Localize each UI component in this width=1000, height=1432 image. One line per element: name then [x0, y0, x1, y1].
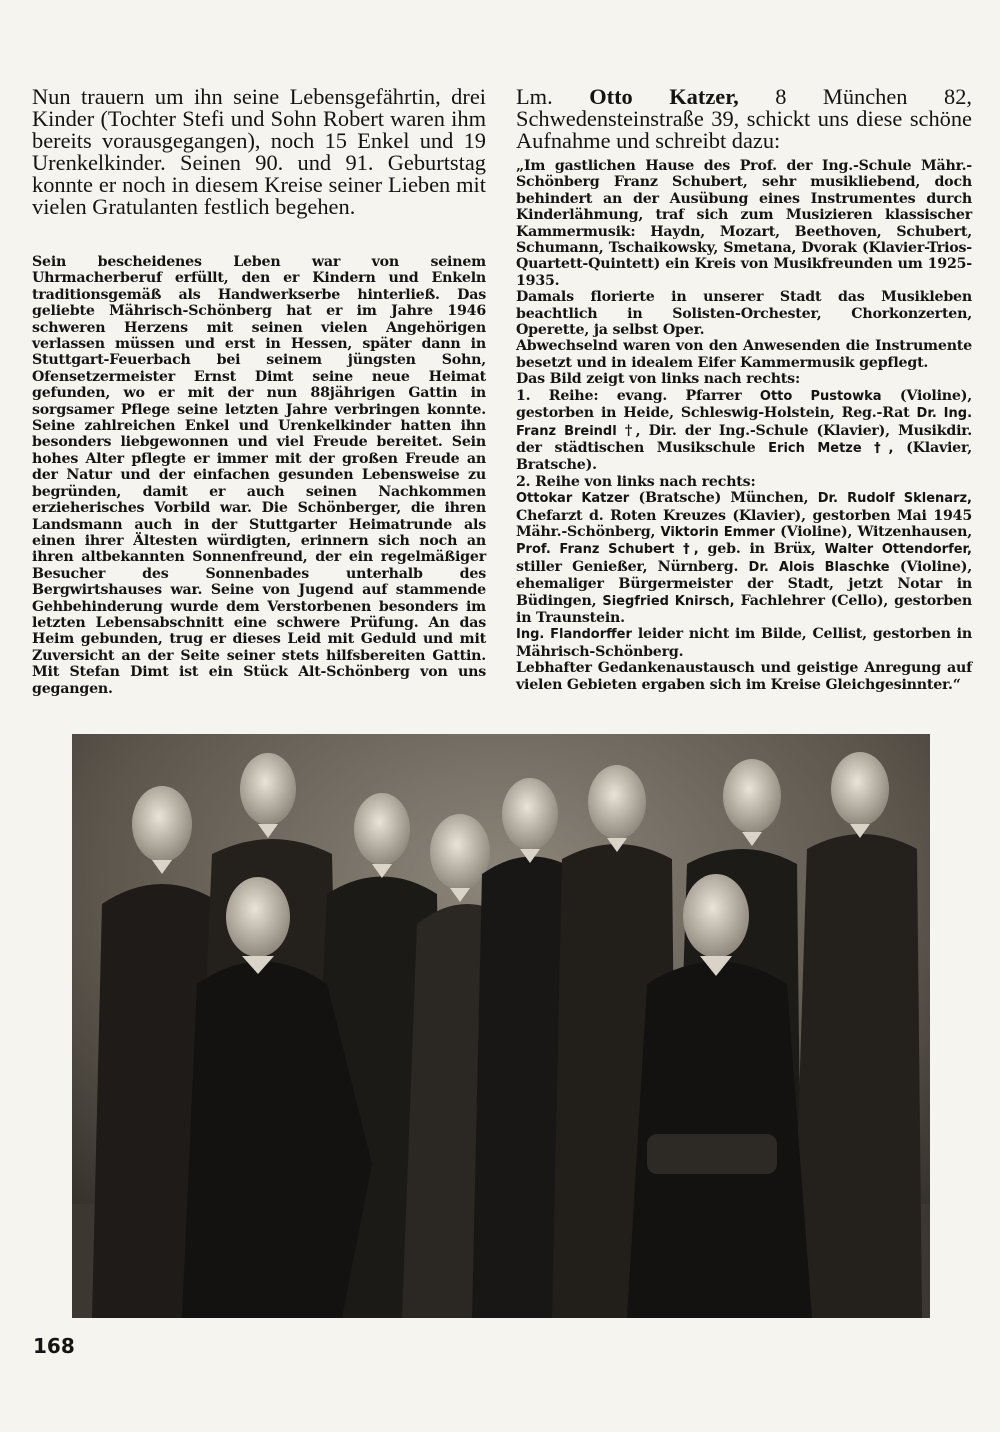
person-name: Ing. Flandorffer [516, 627, 632, 643]
person-name: Walter Ottendorfer, [824, 542, 972, 558]
caption-text: 1. Reihe: evang. Pfarrer [516, 387, 760, 404]
quote-paragraph: Abwechselnd waren von den Anwesenden die Instrumente besetzt und in idealem Eifer Kammermusik gepflegt. [516, 338, 972, 371]
right-column [516, 86, 972, 693]
left-column [32, 86, 486, 697]
caption-row-1 [516, 388, 972, 474]
caption-row-2 [516, 490, 972, 626]
caption-text: geb. in Brüx, [698, 541, 825, 558]
caption-row-3 [516, 626, 972, 660]
caption-text: leider nicht im Bilde, Cellist, gestorben in Mährisch-Schönberg. [516, 626, 972, 660]
person-name: Dr. Ing. Franz Breindl [516, 406, 973, 439]
quote-paragraph: Damals florierte in unserer Stadt das Musikleben beachtlich in Solisten-Orchester, Chorkonzerten, Operette, ja selbst Oper. [516, 289, 972, 339]
caption-row-2-heading: 2. Reihe von links nach rechts: [516, 473, 756, 490]
photo-submission-lead [516, 86, 972, 152]
caption-text: Fachlehrer (Cello), gestorben in Traunstein. [516, 592, 972, 626]
letter-quote [516, 158, 972, 693]
caption-text: †, Dir. der Ing.-Schule (Klavier), Musikdir. der städtischen Musikschule [516, 422, 972, 456]
caption-text: (Violine), Witzenhausen, [774, 523, 972, 540]
person-name: Ottokar Katzer [516, 491, 630, 507]
lead-prefix: Lm. [516, 84, 590, 109]
photo-illustration [72, 734, 930, 1318]
quote-paragraph: „Im gastlichen Hause des Prof. der Ing.-Schule Mähr.-Schönberg Franz Schubert, sehr musikliebend, doch behindert an der Ausübung eines Instrumentes durch Kinderlähmung, traf sich zum Musizieren klassischer Kammermusik: Haydn, Mozart, Beethoven, Schubert, Schumann, Tschaikowsky, Smetana, Dvorak (Klavier-Trios-Quartett-Quintett) ein Kreis von Musikfreunden um 1925-1935. [516, 158, 972, 289]
caption-text: (Violine), gestorben in Heide, Schleswig-Holstein, Reg.-Rat [516, 387, 973, 422]
person-name: Siegfried Knirsch, [602, 593, 735, 609]
person-name: Erich Metze †, [768, 440, 894, 456]
person-name: Viktorin Emmer [660, 524, 775, 540]
person-name: Dr. Rudolf Sklenarz, [817, 491, 972, 507]
caption-text: Chefarzt d. Roten Kreuzes (Klavier), gestorben Mai 1945 Mähr.-Schönberg, [516, 507, 972, 540]
quote-paragraph: Das Bild zeigt von links nach rechts: [516, 371, 800, 388]
obituary-body-paragraph: Sein bescheidenes Leben war von seinem Uhrmacherberuf erfüllt, den er Kindern und Enkeln traditionsgemäß als Handwerkserbe hinterließ. Das geliebte Mährisch-Schönberg hat er im Jahre 1946 schweren Herzens mit seinen vielen Angehörigen verlassen müssen und erst in Hessen, später dann in Stuttgart-Feuerbach bei seinem jüngsten Sohn, Ofensetzermeister Ernst Dimt seine neue Heimat gefunden, wo er mit der nun 88jährigen Gattin in sorgsamer Pflege seine letzten Jahre verbringen konnte. Seine zahlreichen Enkel und Urenkelkinder hatten ihn besonders liebgewonnen und viel Freude bereitet. Sein hohes Alter pflegte er immer mit der großen Freude an der Natur und der einfachen gesunden Lebensweise zu begründen, damit er auch seinen Nachkommen erzieherisches Vorbild war. Die Schönberger, die ihren Landsmann auch in der Stuttgarter Heimatrunde als einen ihrer Ältesten würdigten, erinnern sich noch an ihren altbekannten Sonnenfreund, der ein regelmäßiger Besucher des Sonnenbades unterhalb des Bergwirtshauses war. Seine von Jugend auf stammende Gehbehinderung wurde dem Verstorbenen besonders im letzten Lebensabschnitt eine schwere Prüfung. An das Heim gebunden, trug er dieses Leid mit Geduld und mit Zuversicht an der Seite seiner stets hilfsbereiten Gattin. Mit Stefan Dimt ist ein Stück Alt-Schönberg von uns gegangen. [32, 254, 486, 697]
caption-text: (Bratsche) München, [629, 490, 818, 507]
lead-rest: 8 München 82, Schwedensteinstraße 39, schickt uns diese schöne Aufnahme und schreibt dazu: [516, 84, 972, 153]
person-name: Prof. Franz Schubert †, [516, 542, 699, 558]
page-number: 168 [33, 1334, 75, 1358]
caption-text: (Violine), ehemaliger Bürgermeister der Stadt, jetzt Notar in Büdingen, [516, 558, 972, 609]
person-name: Otto Pustowka [759, 388, 882, 404]
sender-name: Otto Katzer, [589, 84, 739, 109]
group-photograph [72, 734, 930, 1318]
person-name: Dr. Alois Blaschke [748, 559, 890, 575]
caption-text: stiller Genießer, Nürnberg. [516, 558, 749, 575]
caption-text: (Klavier, Bratsche). [516, 439, 972, 474]
closing-paragraph: Lebhafter Gedankenaustausch und geistige Anregung auf vielen Gebieten ergaben sich im Kreise Gleichgesinnter.“ [516, 660, 972, 693]
obituary-lead-paragraph: Nun trauern um ihn seine Lebensgefährtin, drei Kinder (Tochter Stefi und Sohn Robert waren ihm bereits vorausgegangen), noch 15 Enkel und 19 Urenkelkinder. Seinen 90. und 91. Geburtstag konnte er noch in diesem Kreise seiner Lieben mit vielen Gratulanten festlich begehen. [32, 84, 486, 219]
